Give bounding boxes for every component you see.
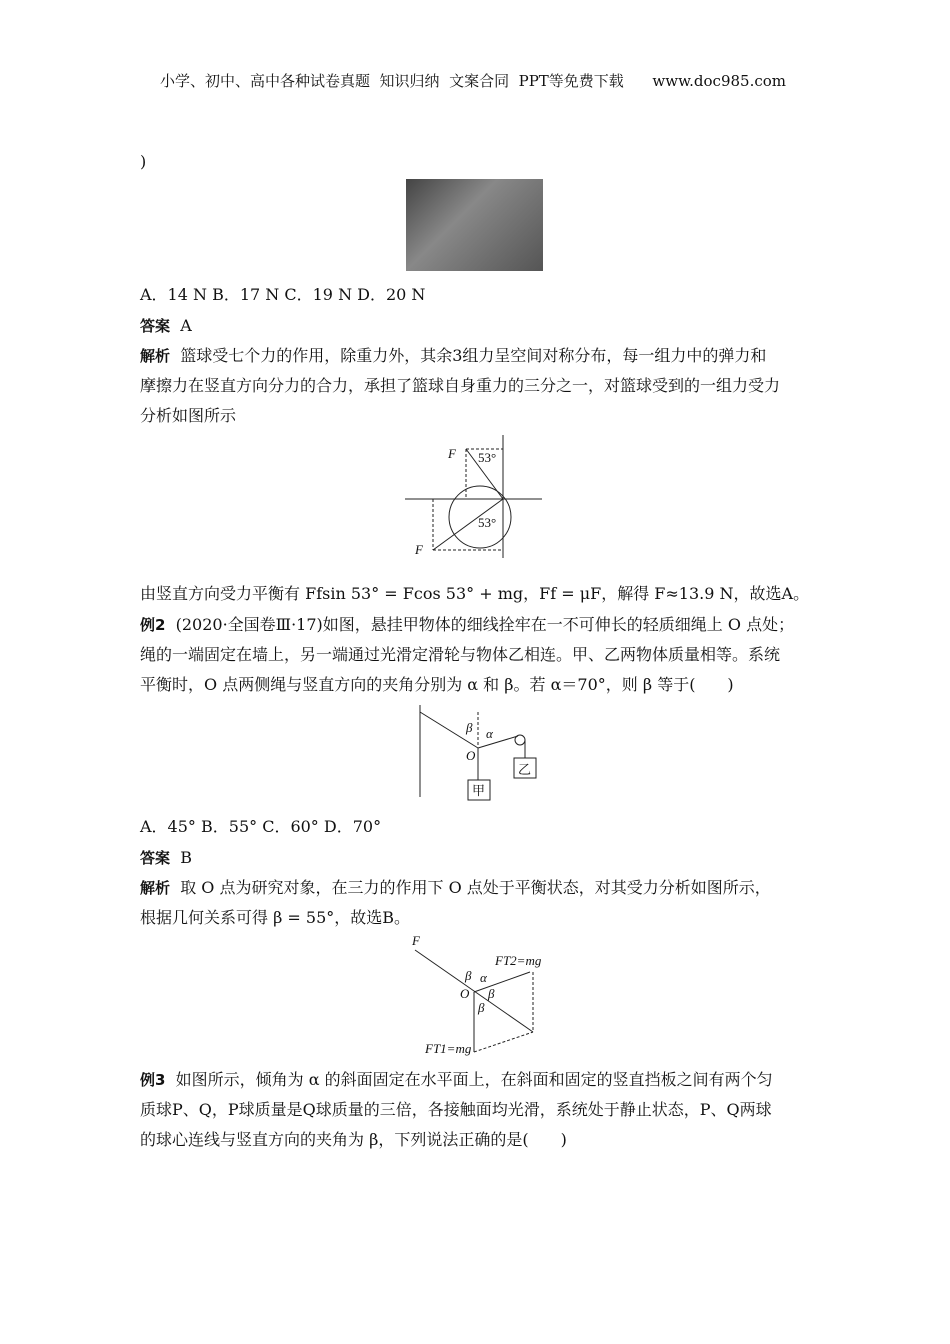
analysis-label: 解析 bbox=[140, 347, 171, 365]
answer: B bbox=[180, 848, 192, 867]
q1-options: A．14 N B．17 N C．19 N D．20 N bbox=[140, 285, 426, 304]
question-line: (2020·全国卷Ⅲ·17)如图，悬挂甲物体的细线拴牢在一不可伸长的轻质细绳上 O 点处； bbox=[175, 615, 795, 634]
question-line: 的球心连线与竖直方向的夹角为 β，下列说法正确的是( ) bbox=[140, 1130, 567, 1149]
q2-options: A．45° B．55° C．60° D．70° bbox=[140, 817, 382, 836]
svg-text:FT1=mg: FT1=mg bbox=[425, 1041, 472, 1056]
svg-text:β: β bbox=[488, 986, 495, 1001]
analysis-line: 根据几何关系可得 β = 55°，故选B。 bbox=[140, 908, 411, 927]
svg-text:β: β bbox=[478, 1000, 485, 1015]
svg-text:O: O bbox=[466, 748, 476, 763]
svg-text:F: F bbox=[412, 933, 420, 948]
question-line: 绳的一端固定在墙上，另一端通过光滑定滑轮与物体乙相连。甲、乙两物体质量相等。系统 bbox=[140, 645, 781, 664]
svg-text:甲: 甲 bbox=[472, 783, 486, 798]
question-line: 如图所示，倾角为 α 的斜面固定在水平面上，在斜面和固定的竖直挡板之间有两个匀 bbox=[175, 1070, 773, 1089]
svg-text:53°: 53° bbox=[478, 450, 497, 465]
paren: ) bbox=[140, 152, 147, 171]
basketball-photo bbox=[406, 179, 543, 271]
svg-text:α: α bbox=[486, 726, 493, 741]
analysis-line: 篮球受七个力的作用，除重力外，其余3组力呈空间对称分布，每一组力中的弹力和 bbox=[180, 346, 767, 365]
svg-text:α: α bbox=[480, 970, 487, 985]
svg-text:F: F bbox=[415, 542, 423, 557]
analysis-line: 取 O 点为研究对象，在三力的作用下 O 点处于平衡状态，对其受力分析如图所示， bbox=[180, 878, 771, 897]
q1-conclusion: 由竖直方向受力平衡有 Ffsin 53° = Fcos 53° + mg，Ff = μF，解得 F≈13.9 N，故选A。 bbox=[140, 584, 810, 603]
question-line: 质球P、Q，P球质量是Q球质量的三倍，各接触面均光滑，系统处于静止状态，P、Q两球 bbox=[140, 1100, 772, 1119]
svg-text:O: O bbox=[460, 986, 470, 1001]
svg-text:乙: 乙 bbox=[518, 762, 532, 777]
answer: A bbox=[180, 316, 192, 335]
svg-text:β: β bbox=[466, 720, 473, 735]
force-diagram-1 bbox=[400, 430, 550, 560]
svg-text:FT2=mg: FT2=mg bbox=[495, 953, 542, 968]
page-header: 小学、初中、高中各种试卷真题 知识归纳 文案合同 PPT等免费下载 www.doc985.com bbox=[160, 72, 787, 90]
analysis-line: 分析如图所示 bbox=[140, 406, 237, 425]
svg-text:β: β bbox=[465, 968, 472, 983]
svg-text:53°: 53° bbox=[478, 515, 497, 530]
force-diagram-2 bbox=[400, 930, 560, 1060]
analysis-label: 解析 bbox=[140, 879, 171, 897]
example-label: 例3 bbox=[140, 1071, 166, 1089]
question-line: 平衡时，O 点两侧绳与竖直方向的夹角分别为 α 和 β。若 α＝70°，则 β 等于( ) bbox=[140, 675, 734, 694]
answer-label: 答案 bbox=[140, 849, 171, 867]
rope-diagram bbox=[400, 700, 560, 805]
analysis-line: 摩擦力在竖直方向分力的合力，承担了篮球自身重力的三分之一，对篮球受到的一组力受力 bbox=[140, 376, 781, 395]
svg-text:F: F bbox=[448, 446, 456, 461]
answer-label: 答案 bbox=[140, 317, 171, 335]
example-label: 例2 bbox=[140, 616, 166, 634]
